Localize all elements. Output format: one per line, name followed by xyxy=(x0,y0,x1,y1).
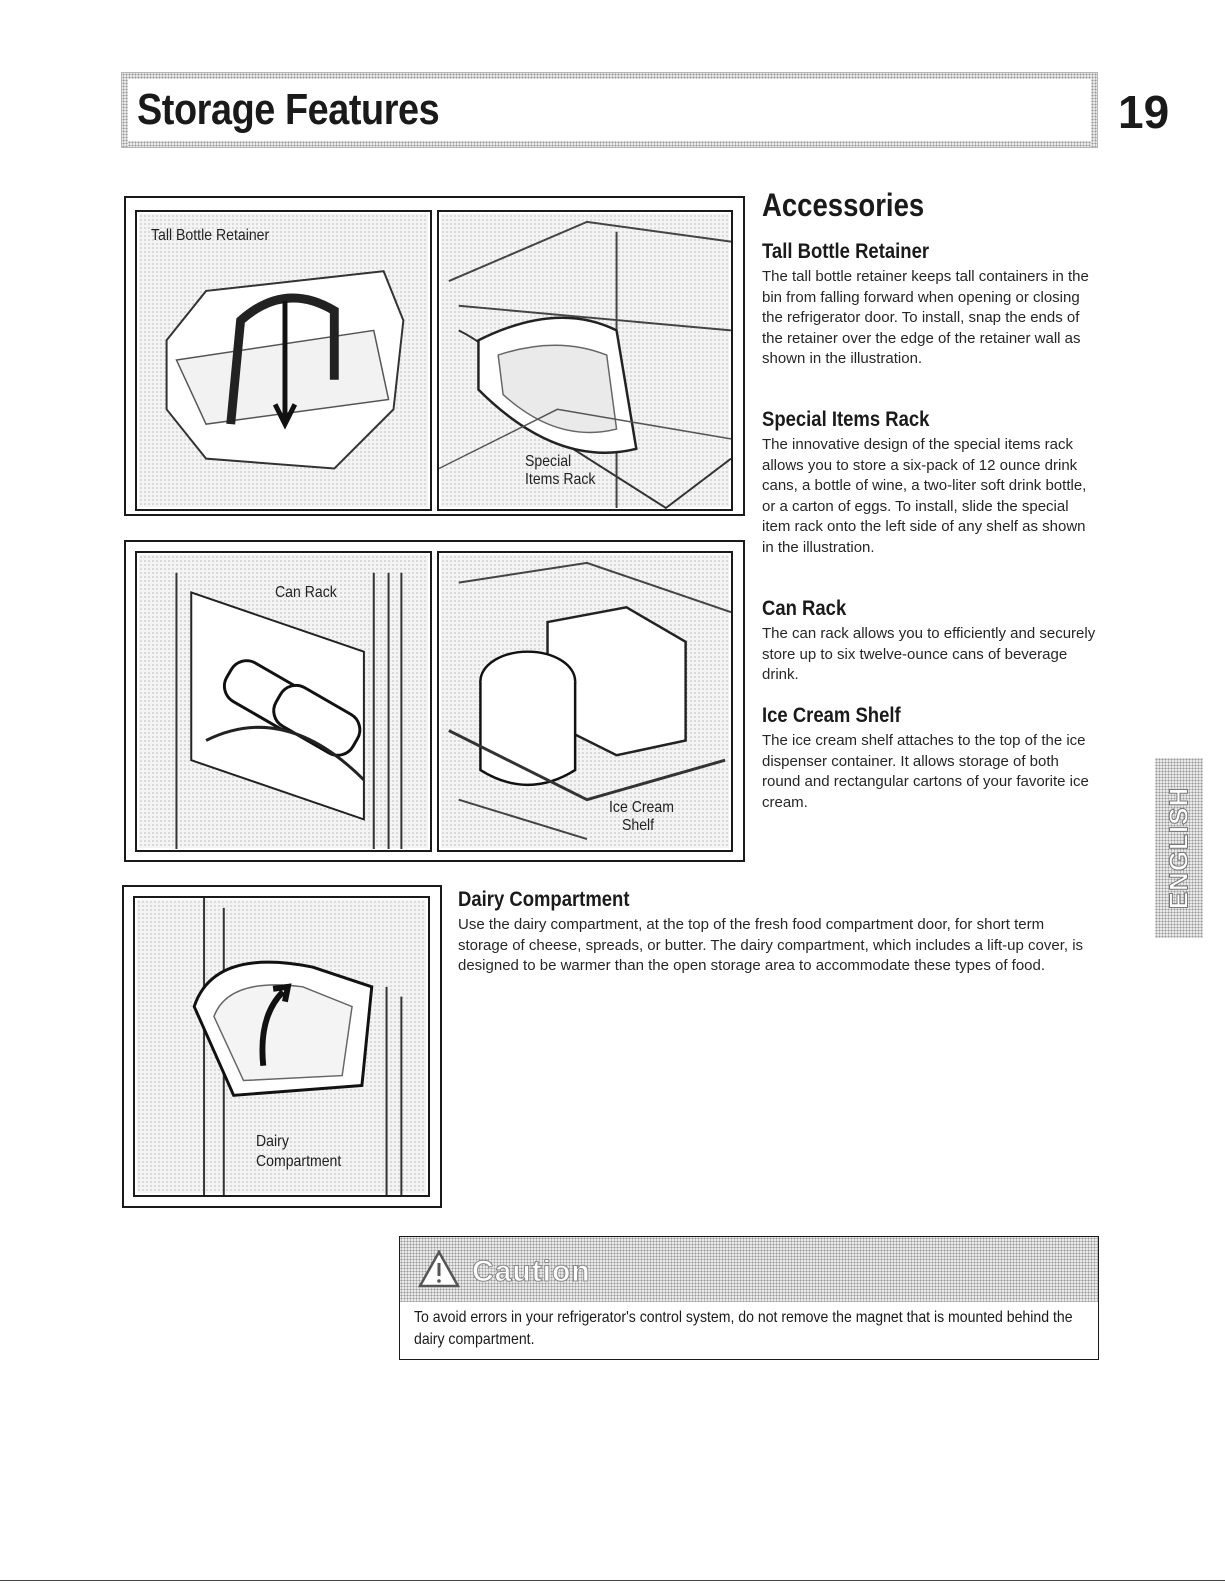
section-body-special-items: The innovative design of the special items rack allows you to store a six-pack of 12 ounce drink cans, a bottle of wine, a two-liter soft drink bottle, or a carton of eggs. To install, slide the special item rack onto the left side of any shelf as shown in the illustration. xyxy=(762,436,1087,556)
callout-ice-cream: Ice Cream xyxy=(609,799,674,816)
section-title-ice-cream: Ice Cream Shelf xyxy=(762,704,901,727)
callout-compartment: Compartment xyxy=(256,1153,342,1170)
section-body-can-rack: The can rack allows you to efficiently and securely store up to six twelve-ounce cans of beverage drink. xyxy=(762,625,1096,684)
ice-cream-shelf-illustration xyxy=(439,553,731,850)
section-body-ice-cream: The ice cream shelf attaches to the top of the ice dispenser container. It allows storage of both round and rectangular cartons of your favorite ice cream. xyxy=(762,732,1089,811)
dairy-body: Use the dairy compartment, at the top of the fresh food compartment door, for short term storage of cheese, spreads, or butter. The dairy compartment, which includes a lift-up cover, is designed to be warmer than the open storage area to accommodate these types of food. xyxy=(458,916,1084,975)
caution-text: To avoid errors in your refrigerator's control system, do not remove the magnet that is mounted behind the dairy compartment. xyxy=(414,1309,1073,1348)
footer-rule xyxy=(0,1580,1225,1581)
header-cap-right xyxy=(1091,73,1097,147)
section-title-can-rack: Can Rack xyxy=(762,597,847,620)
figure-can-rack xyxy=(135,551,432,852)
caution-title: Caution xyxy=(472,1255,591,1288)
dairy-title: Dairy Compartment xyxy=(458,888,630,911)
figure-tall-bottle-retainer xyxy=(135,210,432,511)
figure-special-items-rack xyxy=(437,210,733,511)
header-band-top xyxy=(122,73,1097,79)
header-cap-left xyxy=(122,73,128,147)
page-number: 19 xyxy=(1118,86,1170,138)
figure-ice-cream-shelf xyxy=(437,551,733,852)
callout-tall-bottle-retainer: Tall Bottle Retainer xyxy=(151,227,270,244)
callout-special-items: Special xyxy=(525,453,572,470)
items-rack-illustration xyxy=(439,212,731,509)
language-tab-label: ENGLISH xyxy=(1163,786,1194,910)
bottle-bin-illustration xyxy=(137,212,430,509)
page-title: Storage Features xyxy=(137,85,440,134)
callout-items-rack: Items Rack xyxy=(525,471,596,488)
callout-can-rack: Can Rack xyxy=(275,584,337,601)
callout-dairy: Dairy xyxy=(256,1133,289,1150)
caution-box xyxy=(399,1236,1099,1360)
warning-triangle-icon xyxy=(418,1250,460,1288)
accessories-heading: Accessories xyxy=(762,187,925,223)
header-band-bottom xyxy=(122,141,1097,147)
figure-dairy-compartment xyxy=(133,896,430,1197)
section-title-tall-bottle: Tall Bottle Retainer xyxy=(762,240,930,263)
callout-shelf: Shelf xyxy=(622,817,655,834)
section-body-tall-bottle: The tall bottle retainer keeps tall containers in the bin from falling forward when opening or closing the refrigerator door. To install, snap the ends of the retainer over the edge of the retainer wall as shown in the illustration. xyxy=(762,268,1089,368)
section-title-special-items: Special Items Rack xyxy=(762,408,930,431)
language-tab xyxy=(1155,758,1203,938)
